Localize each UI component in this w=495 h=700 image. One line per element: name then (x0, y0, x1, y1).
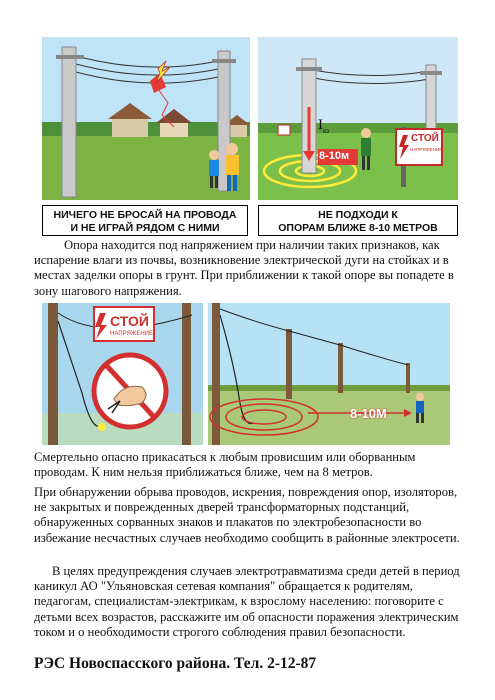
caption-left-line1: НИЧЕГО НЕ БРОСАЙ НА ПРОВОДА (53, 209, 237, 221)
paragraph-do-not-touch-wires: Смертельно опасно прикасаться к любым провисшим или оборванным проводам. К ним нельзя приближаться ближе, чем на 8 метров. (34, 450, 416, 480)
caption-right-line2: ОПОРАМ БЛИЖЕ 8-10 МЕТРОВ (278, 222, 438, 234)
caption-left-line2: И НЕ ИГРАЙ РЯДОМ С НИМИ (70, 222, 220, 234)
current-label: $I_{кз}$ (318, 117, 330, 135)
paragraph-signs-of-voltage: Опора находится под напряжением при наличии таких признаков, как испарение влаги из почвы, возникновение электрической дуги на стойках и в местах заделки опоры в грунт. При приближении к такой опоре вы попадете в зону шагового напряжения. (34, 238, 454, 298)
sign-title-bottom: СТОЙ (110, 313, 149, 329)
illustration-kite-on-wires (42, 37, 250, 200)
distance-label-bottom: 8-10М (350, 406, 387, 421)
sign-title-top: СТОЙ (411, 133, 439, 144)
caption-keep-distance (258, 205, 458, 236)
caption-do-not-throw (42, 205, 248, 236)
caption-right-line1: НЕ ПОДХОДИ К (318, 209, 398, 221)
illustration-broken-wire (42, 303, 203, 445)
illustration-wire-on-ground (208, 303, 450, 445)
paragraph-appeal-to-parents: В целях предупреждения случаев электротравматизма среди детей в период каникул АО "Ульяновская сетевая компания" обращается к родителям, педагогам, специалистам-электрикам, к взрослому населению: поговорите с детьми всех возрастов, расскажите им об опасности поражения электрическим током и о необходимости строгого соблюдения правил безопасности. (34, 564, 460, 639)
sign-subtitle-top: НАПРЯЖЕНИЕ (410, 147, 443, 152)
illustration-step-voltage-pole (258, 37, 458, 200)
current-subscript: кз (323, 127, 330, 135)
distance-label-top: 8-10м (319, 150, 350, 162)
sign-subtitle-bottom: НАПРЯЖЕНИЕ (110, 331, 153, 337)
footer-contact: РЭС Новоспасского района. Тел. 2-12-87 (34, 655, 317, 672)
paragraph-report-damage: При обнаружении обрыва проводов, искрения, повреждения опор, изоляторов, не закрытых и поврежденных дверей трансформаторных подстанций, обнаруженных сорванных знаков и плакатов по электробезопасности во избежание несчастных случаев необходимо сообщить в районные электросети. (34, 485, 460, 545)
